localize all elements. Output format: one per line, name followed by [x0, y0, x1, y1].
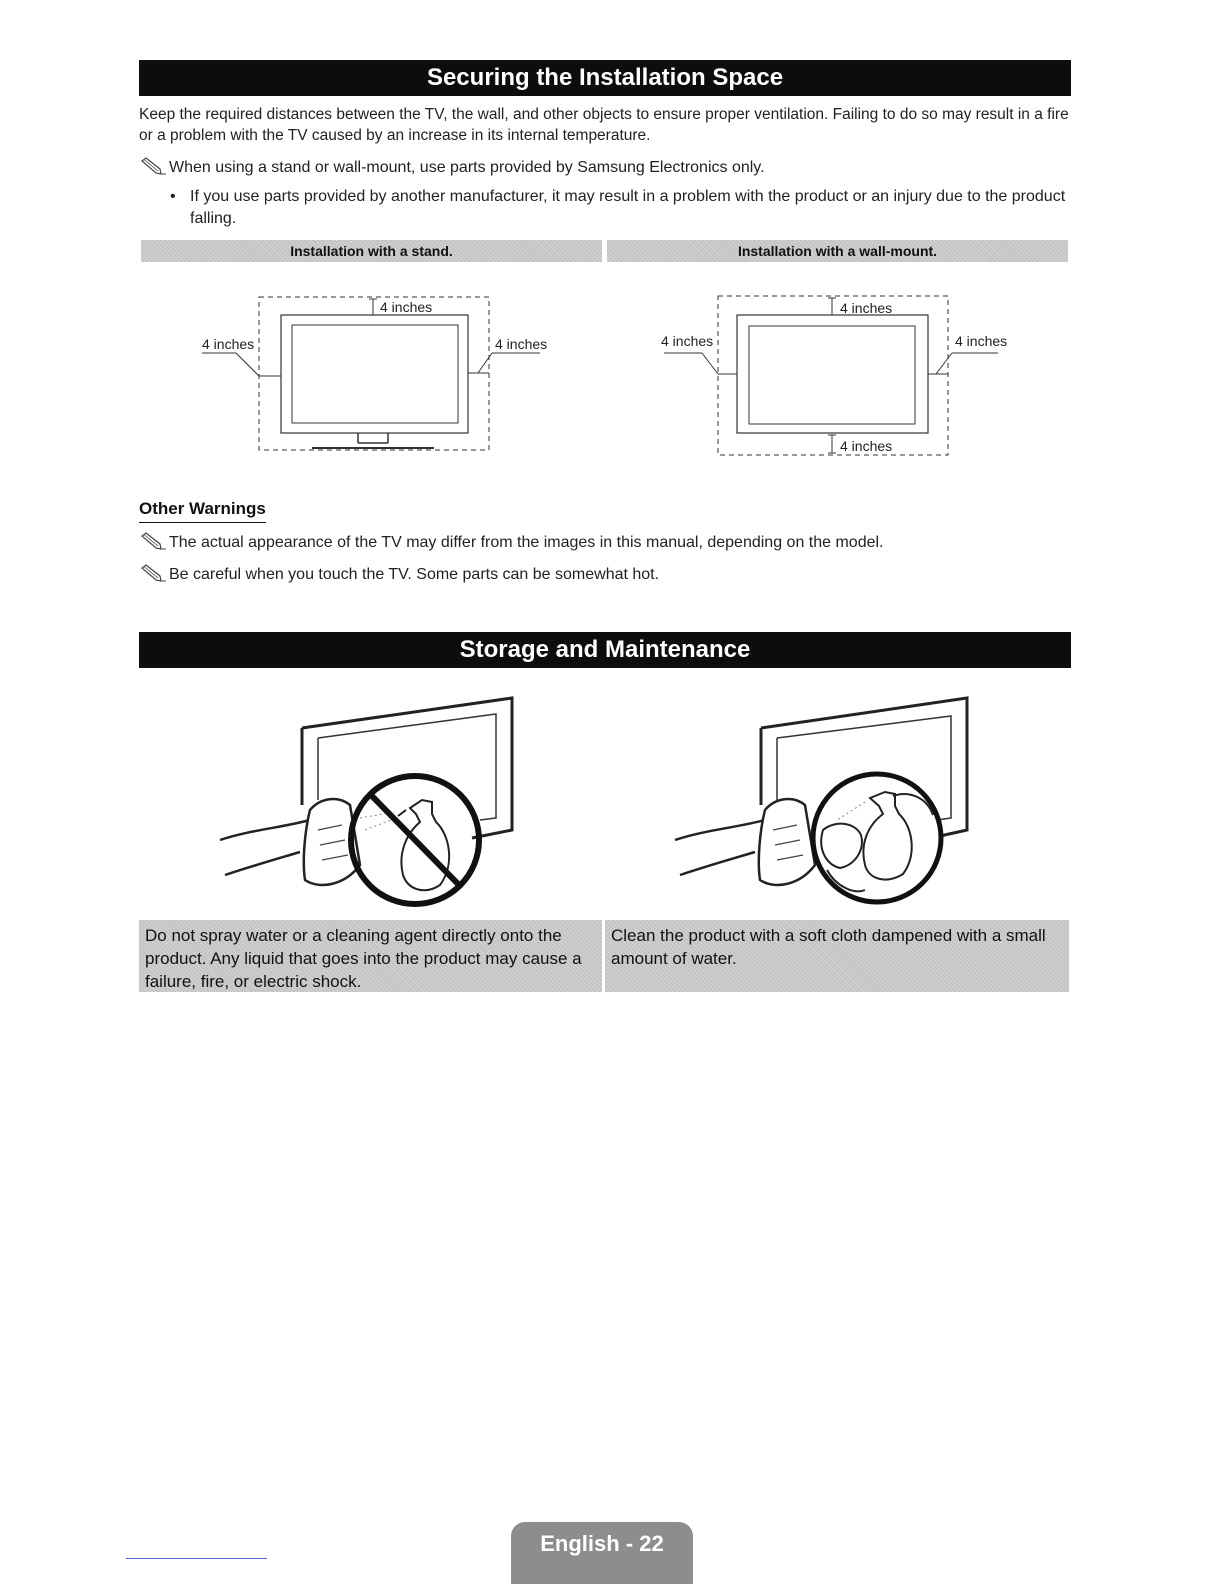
appearance-note	[139, 532, 1079, 554]
wall-top-clearance-label: 4 inches	[840, 300, 893, 316]
damp-cloth-illustration	[665, 690, 985, 915]
stand-note-text: When using a stand or wall-mount, use parts provided by Samsung Electronics only.	[169, 159, 765, 176]
appearance-note-text: The actual appearance of the TV may differ from the images in this manual, depending on the model.	[169, 534, 884, 551]
manufacturer-bullet	[170, 186, 1070, 230]
damp-cloth-caption: Clean the product with a soft cloth dampened with a small amount of water.	[605, 920, 1069, 992]
wall-left-clearance-label: 4 inches	[661, 333, 714, 349]
no-spray-caption: Do not spray water or a cleaning agent directly onto the product. Any liquid that goes into the product may cause a failure, fire, or electric shock.	[139, 920, 602, 992]
intro-paragraph: Keep the required distances between the TV, the wall, and other objects to ensure proper ventilation. Failing to do so may result in a fire or a problem with the TV caused by an increase in its internal temperature.	[139, 106, 1069, 144]
section-title-storage-maintenance: Storage and Maintenance	[139, 632, 1071, 668]
wall-right-clearance-label: 4 inches	[955, 333, 1008, 349]
no-spray-illustration	[210, 690, 530, 915]
stand-clearance-diagram	[180, 285, 580, 465]
pencil-note-icon	[139, 532, 169, 552]
wall-diagram-heading: Installation with a wall-mount.	[607, 240, 1068, 262]
pencil-note-icon	[139, 157, 169, 177]
stand-top-clearance-label: 4 inches	[380, 299, 433, 315]
manufacturer-bullet-text: If you use parts provided by another manufacturer, it may result in a problem with the product or an injury due to the product falling.	[190, 188, 1066, 227]
other-warnings-heading: Other Warnings	[139, 498, 266, 523]
stand-left-clearance-label: 4 inches	[202, 336, 255, 352]
footer-rule	[126, 1558, 267, 1559]
page-number-tab: English - 22	[511, 1522, 693, 1584]
stand-diagram-heading: Installation with a stand.	[141, 240, 602, 262]
stand-note	[139, 157, 1079, 179]
hot-parts-note-text: Be careful when you touch the TV. Some parts can be somewhat hot.	[169, 566, 660, 583]
stand-right-clearance-label: 4 inches	[495, 336, 548, 352]
bullet-dot-icon: •	[170, 188, 176, 205]
pencil-note-icon	[139, 564, 169, 584]
wall-mount-clearance-diagram	[640, 285, 1060, 465]
spray-bottle-icon	[360, 800, 449, 890]
hot-parts-note	[139, 564, 1079, 586]
section-title-installation-space: Securing the Installation Space	[139, 60, 1071, 96]
wall-bottom-clearance-label: 4 inches	[840, 438, 893, 454]
